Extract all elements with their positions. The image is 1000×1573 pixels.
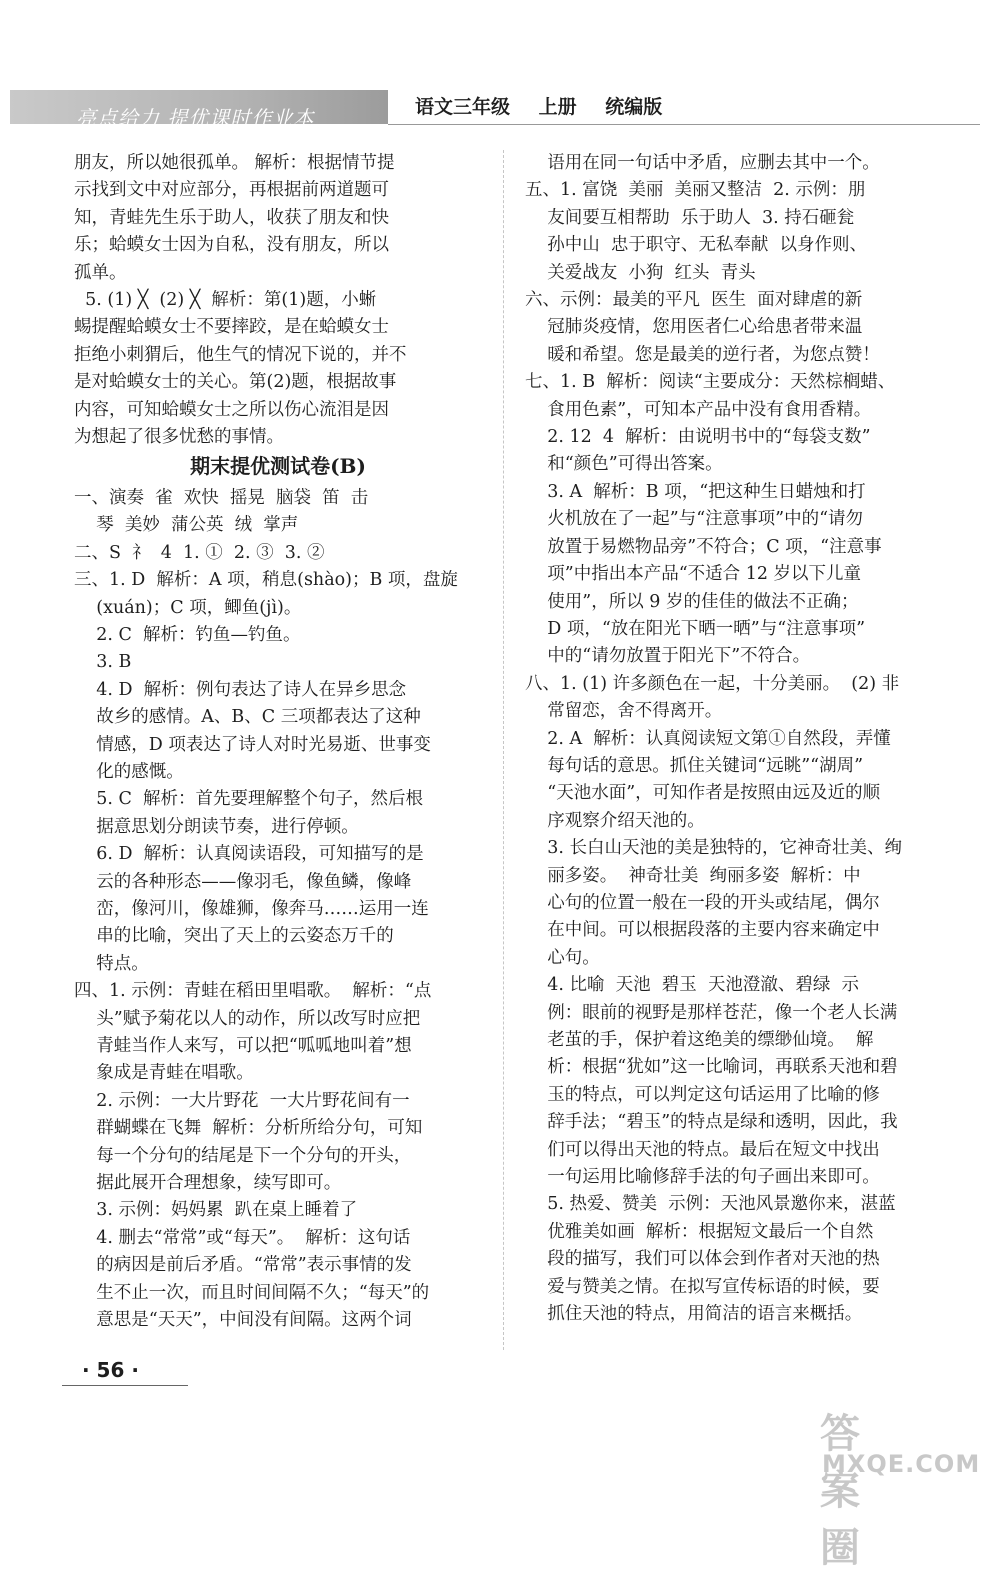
answer-line: 语用在同一句话中矛盾，应删去其中一个。 bbox=[525, 153, 880, 173]
series-banner bbox=[10, 90, 388, 130]
left-answers-part2 bbox=[74, 485, 482, 1335]
answer-line: 心句。 bbox=[525, 947, 600, 968]
answer-line: 示找到文中对应部分，再根据前两道题可 bbox=[74, 180, 389, 201]
column-divider bbox=[503, 150, 505, 1350]
answer-line: 一、演奏 雀 欢快 摇晃 脑袋 笛 击 bbox=[74, 487, 369, 508]
answer-line: 七、1. B 解析：阅读“主要成分：天然棕榈蜡、 bbox=[525, 372, 896, 393]
subject-label: 语文三年级 bbox=[415, 96, 511, 118]
answer-line: 常留恋，舍不得离开。 bbox=[525, 701, 723, 722]
answer-line: 5. (1) ╳ (2) ╳ 解析：第(1)题，小蜥 bbox=[74, 290, 377, 311]
answer-line: 4. D 解析：例句表达了诗人在异乡思念 bbox=[74, 679, 407, 700]
answer-line: 2. C 解析：钓鱼—钓鱼。 bbox=[74, 624, 301, 645]
answer-line: 二、S 礻 4 1. ① 2. ③ 3. ② bbox=[74, 542, 325, 563]
answer-line: 蜴提醒蛤蟆女士不要摔跤，是在蛤蟆女士 bbox=[74, 317, 389, 338]
answer-line: 是对蛤蟆女士的关心。第(2)题，根据故事 bbox=[74, 372, 397, 393]
answer-line: 每句话的意思。抓住关键词“远眺”“湖周” bbox=[525, 755, 864, 776]
footer-rule bbox=[62, 1385, 188, 1386]
answer-line: 段的描写，我们可以体会到作者对天池的热 bbox=[525, 1249, 880, 1270]
answer-line: 们可以得出天池的特点。最后在短文中找出 bbox=[525, 1139, 880, 1160]
header-rule bbox=[388, 124, 980, 125]
answer-line: 串的比喻，突出了天上的云姿态万千的 bbox=[74, 926, 394, 947]
answer-line: 3. A 解析：B 项，“把这种生日蜡烛和打 bbox=[525, 481, 866, 502]
answer-line: 5. 热爱、赞美 示例：天池风景邀你来，湛蓝 bbox=[525, 1194, 896, 1215]
series-title: 亮点给力 提优课时作业本 bbox=[76, 106, 315, 130]
answer-line: 玉的特点，可以判定这句话运用了比喻的修 bbox=[525, 1084, 880, 1105]
left-answers-part1 bbox=[74, 150, 482, 451]
watermark-url: MXQE.COM bbox=[822, 1450, 981, 1478]
answer-line: 心句的位置一般在一段的开头或结尾，偶尔 bbox=[525, 892, 880, 913]
answer-line: 6. D 解析：认真阅读语段，可知描写的是 bbox=[74, 844, 424, 865]
answer-line: 火机放在了一起”与“注意事项”中的“请勿 bbox=[525, 509, 864, 530]
book-info bbox=[415, 92, 684, 119]
answer-line: 据意思划分朗读节奏，进行停顿。 bbox=[74, 816, 359, 837]
answer-line: 序观察介绍天池的。 bbox=[525, 810, 705, 831]
answer-line: 乐；蛤蟆女士因为自私，没有朋友，所以 bbox=[74, 235, 389, 256]
section-title: 期末提优测试卷(B) bbox=[190, 454, 366, 479]
answer-line: 生不止一次，而且时间间隔不久；“每天”的 bbox=[74, 1282, 430, 1303]
answer-line: 放置于易燃物品旁”不符合；C 项，“注意事 bbox=[525, 536, 882, 557]
answer-line: 拒绝小刺猬后，他生气的情况下说的，并不 bbox=[74, 344, 407, 365]
answer-line: 每一个分句的结尾是下一个分句的开头， bbox=[74, 1145, 412, 1166]
answer-line: 辞手法；“碧玉”的特点是绿和透明，因此，我 bbox=[525, 1112, 898, 1133]
answer-line: 三、1. D 解析：A 项，稍息(shào)；B 项，盘旋 bbox=[74, 570, 458, 591]
answer-line: 友间要互相帮助 乐于助人 3. 持石砸瓮 bbox=[525, 207, 855, 228]
answer-line: 2. A 解析：认真阅读短文第①自然段，弄懂 bbox=[525, 728, 891, 749]
answer-line: 析：根据“犹如”这一比喻词，再联系天池和碧 bbox=[525, 1057, 898, 1078]
watermark-logo-text: 答案圈 bbox=[820, 1411, 860, 1571]
answer-line: 暖和希望。您是最美的逆行者，为您点赞！ bbox=[525, 344, 880, 365]
answer-line: 食用色素”，可知本产品中没有食用香精。 bbox=[525, 399, 872, 420]
answer-line: 特点。 bbox=[74, 953, 149, 974]
answer-line: 琴 美妙 蒲公英 绒 掌声 bbox=[74, 515, 299, 536]
answer-line: 冠肺炎疫情，您用医者仁心给患者带来温 bbox=[525, 317, 863, 338]
page-footer bbox=[62, 1358, 192, 1388]
answer-line: 孤单。 bbox=[74, 262, 127, 283]
answer-line: 四、1. 示例：青蛙在稻田里唱歌。 解析：“点 bbox=[74, 981, 432, 1002]
answer-line: 优雅美如画 解析：根据短文最后一个自然 bbox=[525, 1221, 874, 1242]
left-column bbox=[74, 150, 482, 1334]
answer-line: 群蝴蝶在飞舞 解析：分析所给分句，可知 bbox=[74, 1118, 423, 1139]
answer-line: 五、1. 富饶 美丽 美丽又整洁 2. 示例：朋 bbox=[525, 180, 866, 201]
answer-line: 为想起了很多忧愁的事情。 bbox=[74, 427, 284, 448]
answer-line: 4. 比喻 天池 碧玉 天池澄澈、碧绿 示 bbox=[525, 975, 860, 996]
answer-line: 云的各种形态——像羽毛，像鱼鳞，像峰 bbox=[74, 871, 412, 892]
answer-line: 4. 删去“常常”或“每天”。 解析：这句话 bbox=[74, 1227, 411, 1248]
answer-line: 内容，可知蛤蟆女士之所以伤心流泪是因 bbox=[74, 399, 389, 420]
answer-line: 据此展开合理想象，续写即可。 bbox=[74, 1173, 342, 1194]
answer-line: 故乡的感情。A、B、C 三项都表达了这种 bbox=[74, 707, 421, 728]
answer-line: 丽多姿。 神奇壮美 绚丽多姿 解析：中 bbox=[525, 865, 861, 886]
right-column bbox=[525, 150, 933, 1328]
edition-label: 统编版 bbox=[605, 96, 663, 118]
answer-line: 峦，像河川，像雄狮，像奔马……运用一连 bbox=[74, 898, 429, 919]
answer-line: 八、1. (1) 许多颜色在一起，十分美丽。 (2) 非 bbox=[525, 673, 900, 694]
answer-line: 的病因是前后矛盾。“常常”表示事情的发 bbox=[74, 1255, 412, 1276]
answer-line: 2. 12 4 解析：由说明书中的“每袋支数” bbox=[525, 427, 871, 448]
page-header bbox=[10, 82, 995, 128]
answer-line: “天池水面”，可知作者是按照由远及近的顺 bbox=[525, 783, 881, 804]
answer-line: 2. 示例：一大片野花 一大片野花间有一 bbox=[74, 1090, 410, 1111]
answer-line: 朋友，所以她很孤单。 解析：根据情节提 bbox=[74, 153, 395, 173]
answer-line: 头”赋予菊花以人的动作，所以改写时应把 bbox=[74, 1008, 421, 1029]
answer-line: 知，青蛙先生乐于助人，收获了朋友和快 bbox=[74, 207, 389, 228]
volume-label: 上册 bbox=[538, 96, 577, 118]
answer-line: 象成是青蛙在唱歌。 bbox=[74, 1063, 254, 1084]
answer-line: 3. 长白山天池的美是独特的，它神奇壮美、绚 bbox=[525, 838, 903, 859]
answer-line: 爱与赞美之情。在拟写宣传标语的时候，要 bbox=[525, 1276, 880, 1297]
answer-line: (xuán)；C 项，鲫鱼(jì)。 bbox=[74, 597, 302, 618]
answer-line: 中的“请勿放置于阳光下”不符合。 bbox=[525, 646, 811, 667]
answer-line: 3. 示例：妈妈累 趴在桌上睡着了 bbox=[74, 1200, 358, 1221]
answer-line: 孙中山 忠于职守、无私奉献 以身作则、 bbox=[525, 235, 868, 256]
answer-line: D 项，“放在阳光下晒一晒”与“注意事项” bbox=[525, 618, 866, 639]
answer-line: 3. B bbox=[74, 652, 132, 673]
answer-line: 抓住天池的特点，用简洁的语言来概括。 bbox=[525, 1304, 863, 1325]
answer-line: 化的感慨。 bbox=[74, 761, 184, 782]
answer-line: 在中间。可以根据段落的主要内容来确定中 bbox=[525, 920, 880, 941]
answer-line: 情感，D 项表达了诗人对时光易逝、世事变 bbox=[74, 734, 431, 755]
answer-line: 一句运用比喻修辞手法的句子画出来即可。 bbox=[525, 1167, 880, 1188]
answer-line: 六、示例：最美的平凡 医生 面对肆虐的新 bbox=[525, 290, 863, 311]
answer-line: 5. C 解析：首先要理解整个句子，然后根 bbox=[74, 789, 424, 810]
answer-line: 意思是“天天”，中间没有间隔。这两个词 bbox=[74, 1310, 412, 1331]
page-number: · 56 · bbox=[82, 1358, 139, 1382]
answer-line: 老茧的手，保护着这绝美的缥缈仙境。 解 bbox=[525, 1030, 874, 1050]
answer-line: 关爱战友 小狗 红头 青头 bbox=[525, 262, 756, 283]
answer-line: 使用”，所以 9 岁的佳佳的做法不正确； bbox=[525, 591, 859, 612]
answer-line: 项”中指出本产品“不适合 12 岁以下儿童 bbox=[525, 564, 862, 585]
answer-line: 青蛙当作人来写，可以把“呱呱地叫着”想 bbox=[74, 1036, 412, 1056]
answer-line: 例：眼前的视野是那样苍茫，像一个老人长满 bbox=[525, 1002, 898, 1023]
answer-line: 和“颜色”可得出答案。 bbox=[525, 454, 723, 475]
